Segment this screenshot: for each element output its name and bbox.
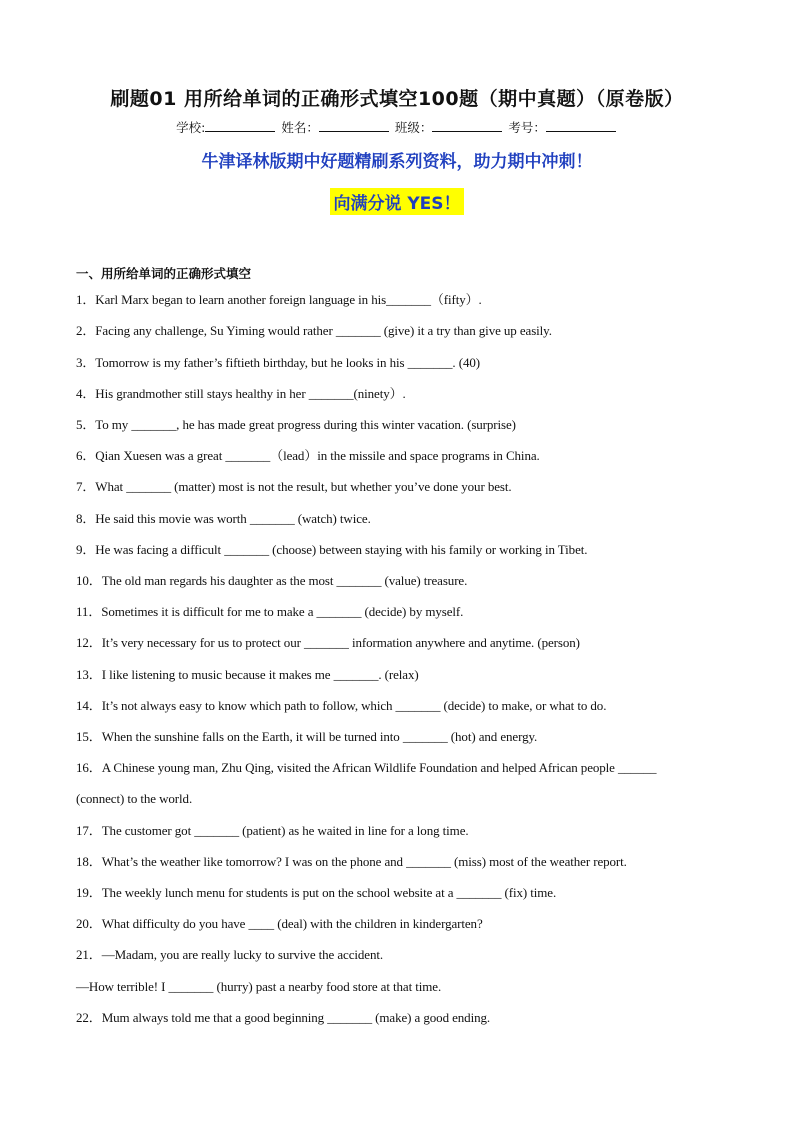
student-info-line <box>0 118 794 136</box>
question-line-continued: —How terrible! I _______ (hurry) past a nearby food store at that time. <box>76 979 442 994</box>
question-line: 18．What’s the weather like tomorrow? I was on the phone and _______ (miss) most of the weather report. <box>76 854 627 869</box>
question-line: 7．What _______ (matter) most is not the result, but whether you’ve done your best. <box>76 479 512 494</box>
question-line: 20．What difficulty do you have ____ (deal) with the children in kindergarten? <box>76 916 483 931</box>
class-blank[interactable] <box>432 120 502 132</box>
section-heading: 一、用所给单词的正确形式填空 <box>76 266 252 281</box>
question-line: 6．Qian Xuesen was a great _______（lead）in the missile and space programs in China. <box>76 448 540 463</box>
question-line: 2．Facing any challenge, Su Yiming would rather _______ (give) it a try than give up easily. <box>76 323 552 338</box>
class-label: 班级： <box>394 120 433 135</box>
question-line: 19．The weekly lunch menu for students is put on the school website at a _______ (fix) time. <box>76 885 557 900</box>
question-line: 10．The old man regards his daughter as the most _______ (value) treasure. <box>76 573 468 588</box>
page-title: 刷题01 用所给单词的正确形式填空100题（期中真题）（原卷版） <box>110 88 684 110</box>
exam-no-label: 考号： <box>508 120 546 135</box>
question-line: 14．It’s not always easy to know which path to follow, which _______ (decide) to make, or what to do. <box>76 698 607 713</box>
exam-no-blank[interactable] <box>546 120 616 132</box>
name-blank[interactable] <box>319 120 389 132</box>
question-line: 15．When the sunshine falls on the Earth, it will be turned into _______ (hot) and energy. <box>76 729 538 744</box>
series-slogan: 牛津译林版期中好题精刷系列资料，助力期中冲刺！ <box>201 152 593 172</box>
cheer-banner <box>0 188 794 215</box>
question-line: 21．—Madam, you are really lucky to survive the accident. <box>76 947 384 962</box>
question-line: 12．It’s very necessary for us to protect our _______ information anywhere and anytime. (person) <box>76 635 580 650</box>
school-blank[interactable] <box>205 120 275 132</box>
question-line: 22．Mum always told me that a good beginning _______ (make) a good ending. <box>76 1010 491 1025</box>
question-line: 1．Karl Marx began to learn another foreign language in his_______（fifty）. <box>76 292 482 307</box>
question-line: 4．His grandmother still stays healthy in her _______(ninety）. <box>76 386 406 401</box>
question-line: 9．He was facing a difficult _______ (choose) between staying with his family or working in Tibet. <box>76 542 588 557</box>
question-line-continued: (connect) to the world. <box>76 791 193 806</box>
school-label: 学校: <box>176 120 206 135</box>
name-label: 姓名： <box>281 120 319 135</box>
question-line: 3．Tomorrow is my father’s fiftieth birthday, but he looks in his _______. (40) <box>76 355 480 370</box>
question-line: 13．I like listening to music because it makes me _______. (relax) <box>76 667 419 682</box>
question-line: 11．Sometimes it is difficult for me to make a _______ (decide) by myself. <box>76 604 464 619</box>
question-line: 16．A Chinese young man, Zhu Qing, visited the African Wildlife Foundation and helped African people ______ <box>76 760 657 775</box>
question-line: 5．To my _______, he has made great progress during this winter vacation. (surprise) <box>76 417 516 432</box>
question-line: 8．He said this movie was worth _______ (watch) twice. <box>76 511 371 526</box>
question-line: 17．The customer got _______ (patient) as he waited in line for a long time. <box>76 823 469 838</box>
cheer-text: 向满分说 YES！ <box>330 188 463 215</box>
